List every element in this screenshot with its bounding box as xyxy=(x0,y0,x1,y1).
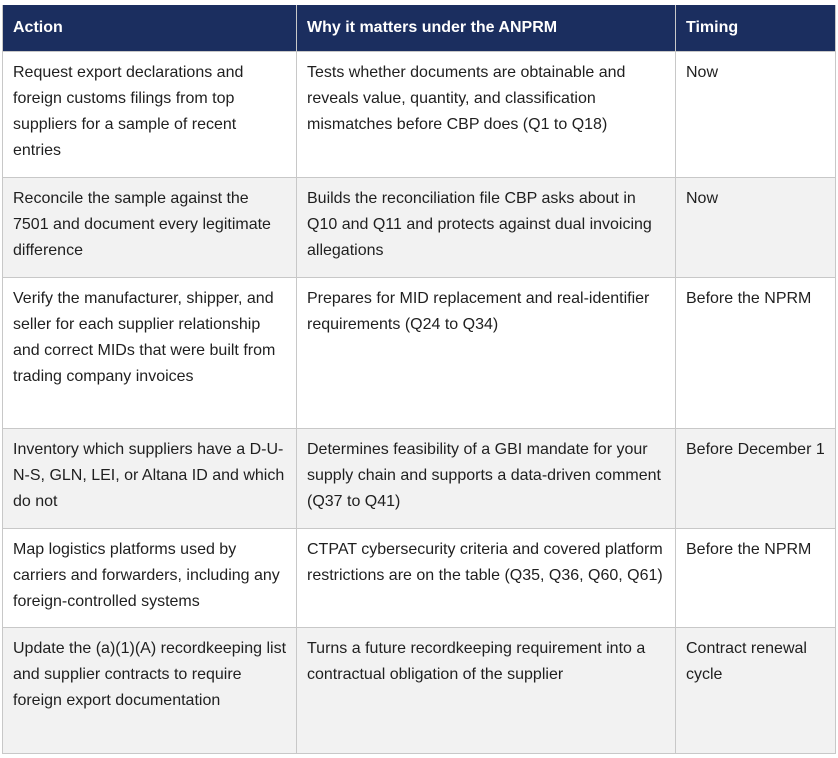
action-cell: Inventory which suppliers have a D-U-N-S, GLN, LEI, or Altana ID and which do not xyxy=(3,429,297,529)
why-cell: Determines feasibility of a GBI mandate for your supply chain and supports a data-driven comment (Q37 to Q41) xyxy=(297,429,676,529)
action-cell: Map logistics platforms used by carriers and forwarders, including any foreign-controlled systems xyxy=(3,529,297,628)
table-row xyxy=(3,178,836,278)
why-cell: Builds the reconciliation file CBP asks about in Q10 and Q11 and protects against dual invoicing allegations xyxy=(297,178,676,278)
header-timing: Timing xyxy=(676,5,836,52)
table-row xyxy=(3,429,836,529)
timing-cell: Before the NPRM xyxy=(676,278,836,429)
action-cell: Update the (a)(1)(A) recordkeeping list and supplier contracts to require foreign export documentation xyxy=(3,628,297,754)
table-row xyxy=(3,278,836,429)
why-cell: CTPAT cybersecurity criteria and covered platform restrictions are on the table (Q35, Q36, Q60, Q61) xyxy=(297,529,676,628)
why-cell: Tests whether documents are obtainable and reveals value, quantity, and classification mismatches before CBP does (Q1 to Q18) xyxy=(297,52,676,178)
timing-cell: Now xyxy=(676,52,836,178)
header-why: Why it matters under the ANPRM xyxy=(297,5,676,52)
why-cell: Turns a future recordkeeping requirement into a contractual obligation of the supplier xyxy=(297,628,676,754)
action-cell: Request export declarations and foreign customs filings from top suppliers for a sample of recent entries xyxy=(3,52,297,178)
timing-cell: Now xyxy=(676,178,836,278)
table-row xyxy=(3,628,836,754)
timing-cell: Contract renewal cycle xyxy=(676,628,836,754)
action-table-container xyxy=(2,5,835,754)
action-cell: Verify the manufacturer, shipper, and seller for each supplier relationship and correct MIDs that were built from trading company invoices xyxy=(3,278,297,429)
table-row xyxy=(3,52,836,178)
table-header-row xyxy=(3,5,836,52)
action-table xyxy=(2,5,836,754)
action-cell: Reconcile the sample against the 7501 and document every legitimate difference xyxy=(3,178,297,278)
why-cell: Prepares for MID replacement and real-identifier requirements (Q24 to Q34) xyxy=(297,278,676,429)
timing-cell: Before December 1 xyxy=(676,429,836,529)
header-action: Action xyxy=(3,5,297,52)
timing-cell: Before the NPRM xyxy=(676,529,836,628)
table-row xyxy=(3,529,836,628)
